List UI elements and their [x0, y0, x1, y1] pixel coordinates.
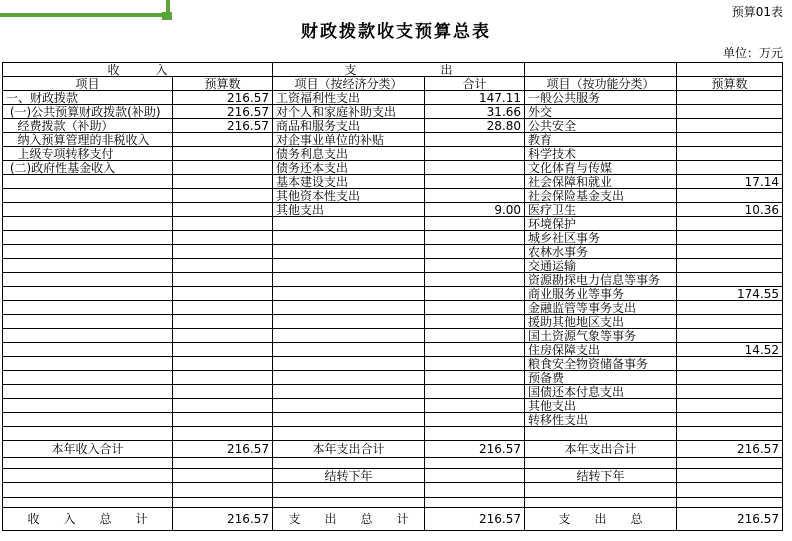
col-header-functional-item[interactable]: 项目（按功能分类） — [525, 77, 677, 91]
value-cell[interactable] — [677, 105, 783, 119]
item-cell[interactable] — [273, 399, 425, 413]
table-row — [3, 371, 783, 385]
item-cell[interactable]: 社会保险基金支出 — [525, 189, 677, 203]
value-cell[interactable] — [677, 371, 783, 385]
item-cell[interactable]: 资源勘探电力信息等事务 — [525, 273, 677, 287]
item-cell[interactable]: 基本建设支出 — [273, 175, 425, 189]
item-cell[interactable] — [273, 385, 425, 399]
table-header — [3, 63, 783, 91]
value-cell[interactable] — [677, 413, 783, 427]
item-cell[interactable] — [273, 329, 425, 343]
item-cell[interactable] — [525, 483, 677, 498]
item-cell[interactable] — [273, 458, 425, 469]
value-cell[interactable]: 216.57 — [173, 508, 273, 531]
value-cell[interactable] — [677, 469, 783, 483]
table-row — [3, 315, 783, 329]
col-header-income-item[interactable]: 项目 — [3, 77, 173, 91]
value-cell[interactable] — [677, 458, 783, 469]
table-row — [3, 91, 783, 105]
value-cell[interactable] — [173, 273, 273, 287]
value-cell[interactable] — [173, 203, 273, 217]
item-cell[interactable] — [3, 287, 173, 301]
value-cell[interactable]: 216.57 — [425, 508, 525, 531]
item-cell[interactable]: 医疗卫生 — [525, 203, 677, 217]
table-row — [3, 203, 783, 217]
item-cell[interactable]: 一般公共服务 — [525, 91, 677, 105]
col-header-economic-item[interactable]: 项目（按经济分类） — [273, 77, 425, 91]
table-row — [3, 399, 783, 413]
item-cell[interactable] — [3, 203, 173, 217]
item-cell[interactable] — [3, 259, 173, 273]
table-row — [3, 287, 783, 301]
value-cell[interactable] — [425, 385, 525, 399]
value-cell[interactable] — [425, 231, 525, 245]
item-cell[interactable] — [273, 217, 425, 231]
value-cell[interactable] — [425, 343, 525, 357]
item-cell[interactable]: 转移性支出 — [525, 413, 677, 427]
value-cell[interactable] — [425, 469, 525, 483]
value-cell[interactable] — [173, 301, 273, 315]
item-cell[interactable]: 对个人和家庭补助支出 — [273, 105, 425, 119]
value-cell[interactable] — [677, 147, 783, 161]
value-cell[interactable] — [677, 189, 783, 203]
item-cell[interactable] — [3, 301, 173, 315]
value-cell[interactable] — [173, 329, 273, 343]
value-cell[interactable] — [173, 357, 273, 371]
value-cell[interactable] — [425, 259, 525, 273]
table-body — [3, 91, 783, 531]
selection-border-vertical — [166, 0, 170, 12]
table-row — [3, 147, 783, 161]
value-cell[interactable] — [173, 231, 273, 245]
value-cell[interactable] — [425, 371, 525, 385]
table-row — [3, 217, 783, 231]
item-cell[interactable]: 环境保护 — [525, 217, 677, 231]
item-cell[interactable]: 文化体育与传媒 — [525, 161, 677, 175]
table-row — [3, 189, 783, 203]
value-cell[interactable] — [173, 469, 273, 483]
item-cell[interactable] — [3, 385, 173, 399]
table-row — [3, 483, 783, 498]
item-cell[interactable] — [3, 343, 173, 357]
item-cell[interactable]: 粮食安全物资储备事务 — [525, 357, 677, 371]
item-cell[interactable] — [3, 458, 173, 469]
item-cell[interactable]: 收 入 总 计 — [3, 508, 173, 531]
header-column-row — [3, 77, 783, 91]
item-cell[interactable] — [525, 427, 677, 441]
value-cell[interactable]: 28.80 — [425, 119, 525, 133]
value-cell[interactable] — [425, 357, 525, 371]
value-cell[interactable] — [425, 147, 525, 161]
item-cell[interactable]: 上级专项转移支付 — [3, 147, 173, 161]
value-cell[interactable] — [173, 259, 273, 273]
form-number-label: 预算01表 — [731, 5, 783, 19]
value-cell[interactable] — [425, 161, 525, 175]
item-cell[interactable]: 工资福利性支出 — [273, 91, 425, 105]
table-row — [3, 427, 783, 441]
value-cell[interactable] — [425, 315, 525, 329]
value-cell[interactable]: 174.55 — [677, 287, 783, 301]
value-cell[interactable] — [677, 498, 783, 508]
item-cell[interactable] — [3, 483, 173, 498]
table-row — [3, 231, 783, 245]
value-cell[interactable] — [425, 427, 525, 441]
item-cell[interactable] — [3, 357, 173, 371]
col-header-income-budget[interactable]: 预算数 — [173, 77, 273, 91]
item-cell[interactable]: 社会保障和就业 — [525, 175, 677, 189]
item-cell[interactable] — [3, 273, 173, 287]
item-cell[interactable]: 其他支出 — [525, 399, 677, 413]
table-row — [3, 301, 783, 315]
item-cell[interactable]: 国土资源气象等事务 — [525, 329, 677, 343]
item-cell[interactable] — [525, 498, 677, 508]
value-cell[interactable] — [173, 483, 273, 498]
item-cell[interactable]: (二)政府性基金收入 — [3, 161, 173, 175]
value-cell[interactable] — [677, 91, 783, 105]
item-cell[interactable]: 支 出 总 计 — [273, 508, 425, 531]
item-cell[interactable] — [273, 357, 425, 371]
item-cell[interactable] — [3, 413, 173, 427]
table-row — [3, 343, 783, 357]
item-cell[interactable] — [273, 343, 425, 357]
item-cell[interactable]: 外交 — [525, 105, 677, 119]
table-row — [3, 119, 783, 133]
item-cell[interactable]: 其他支出 — [273, 203, 425, 217]
item-cell[interactable]: 本年支出合计 — [273, 441, 425, 458]
item-cell[interactable] — [273, 413, 425, 427]
table-row — [3, 469, 783, 483]
item-cell[interactable]: 城乡社区事务 — [525, 231, 677, 245]
value-cell[interactable]: 9.00 — [425, 203, 525, 217]
value-cell[interactable] — [677, 273, 783, 287]
item-cell[interactable] — [273, 287, 425, 301]
table-row — [3, 161, 783, 175]
value-cell[interactable] — [425, 483, 525, 498]
value-cell[interactable] — [425, 245, 525, 259]
value-cell[interactable] — [173, 498, 273, 508]
item-cell[interactable]: 预备费 — [525, 371, 677, 385]
value-cell[interactable] — [173, 315, 273, 329]
table-row — [3, 175, 783, 189]
value-cell[interactable] — [173, 343, 273, 357]
item-cell[interactable]: 交通运输 — [525, 259, 677, 273]
table-row — [3, 259, 783, 273]
budget-table — [2, 62, 783, 531]
value-cell[interactable] — [173, 161, 273, 175]
value-cell[interactable]: 216.57 — [173, 91, 273, 105]
value-cell[interactable] — [425, 498, 525, 508]
table-row — [3, 133, 783, 147]
table-row — [3, 105, 783, 119]
item-cell[interactable] — [3, 175, 173, 189]
value-cell[interactable] — [425, 399, 525, 413]
item-cell[interactable] — [3, 329, 173, 343]
item-cell[interactable]: 国债还本付息支出 — [525, 385, 677, 399]
table-row — [3, 508, 783, 531]
header-blank-cell[interactable] — [525, 63, 677, 77]
table-row — [3, 385, 783, 399]
table-row — [3, 273, 783, 287]
value-cell[interactable] — [173, 427, 273, 441]
item-cell[interactable] — [3, 399, 173, 413]
table-row — [3, 441, 783, 458]
item-cell[interactable]: 债务利息支出 — [273, 147, 425, 161]
value-cell[interactable] — [425, 133, 525, 147]
item-cell[interactable] — [273, 273, 425, 287]
value-cell[interactable]: 10.36 — [677, 203, 783, 217]
value-cell[interactable] — [677, 217, 783, 231]
value-cell[interactable] — [677, 231, 783, 245]
value-cell[interactable]: 14.52 — [677, 343, 783, 357]
item-cell[interactable]: 一、财政拨款 — [3, 91, 173, 105]
item-cell[interactable]: 债务还本支出 — [273, 161, 425, 175]
col-header-functional-budget[interactable]: 预算数 — [677, 77, 783, 91]
item-cell[interactable] — [3, 245, 173, 259]
item-cell[interactable]: 科学技术 — [525, 147, 677, 161]
value-cell[interactable] — [677, 385, 783, 399]
item-cell[interactable] — [273, 259, 425, 273]
value-cell[interactable]: 216.57 — [173, 105, 273, 119]
value-cell[interactable] — [173, 413, 273, 427]
table-row — [3, 329, 783, 343]
value-cell[interactable] — [677, 483, 783, 498]
value-cell[interactable] — [677, 301, 783, 315]
value-cell[interactable] — [677, 329, 783, 343]
table-row — [3, 458, 783, 469]
value-cell[interactable] — [677, 315, 783, 329]
value-cell[interactable] — [173, 245, 273, 259]
item-cell[interactable]: 对企事业单位的补贴 — [273, 133, 425, 147]
value-cell[interactable] — [173, 458, 273, 469]
value-cell[interactable] — [173, 399, 273, 413]
value-cell[interactable]: 147.11 — [425, 91, 525, 105]
item-cell[interactable] — [273, 498, 425, 508]
table-row — [3, 413, 783, 427]
value-cell[interactable]: 17.14 — [677, 175, 783, 189]
value-cell[interactable] — [677, 245, 783, 259]
value-cell[interactable] — [425, 287, 525, 301]
item-cell[interactable] — [273, 483, 425, 498]
value-cell[interactable] — [677, 161, 783, 175]
value-cell[interactable] — [173, 189, 273, 203]
value-cell[interactable]: 216.57 — [425, 441, 525, 458]
item-cell[interactable]: 其他资本性支出 — [273, 189, 425, 203]
value-cell[interactable] — [425, 175, 525, 189]
item-cell[interactable]: 商品和服务支出 — [273, 119, 425, 133]
value-cell[interactable]: 31.66 — [425, 105, 525, 119]
item-cell[interactable]: 结转下年 — [273, 469, 425, 483]
item-cell[interactable]: 援助其他地区支出 — [525, 315, 677, 329]
item-cell[interactable]: 本年支出合计 — [525, 441, 677, 458]
value-cell[interactable] — [173, 385, 273, 399]
item-cell[interactable] — [525, 458, 677, 469]
item-cell[interactable] — [273, 427, 425, 441]
item-cell[interactable] — [3, 498, 173, 508]
page-title: 财政拨款收支预算总表 — [301, 22, 491, 42]
col-header-total[interactable]: 合计 — [425, 77, 525, 91]
value-cell[interactable]: 216.57 — [173, 119, 273, 133]
item-cell[interactable] — [3, 189, 173, 203]
value-cell[interactable] — [425, 217, 525, 231]
item-cell[interactable]: 支 出 总 — [525, 508, 677, 531]
value-cell[interactable] — [173, 147, 273, 161]
value-cell[interactable] — [173, 175, 273, 189]
value-cell[interactable] — [425, 189, 525, 203]
table-row — [3, 498, 783, 508]
item-cell[interactable]: 结转下年 — [525, 469, 677, 483]
value-cell[interactable] — [173, 217, 273, 231]
item-cell[interactable] — [3, 371, 173, 385]
value-cell[interactable] — [173, 287, 273, 301]
value-cell[interactable]: 216.57 — [173, 441, 273, 458]
item-cell[interactable]: 经费拨款（补助） — [3, 119, 173, 133]
item-cell[interactable] — [3, 217, 173, 231]
item-cell[interactable]: 农林水事务 — [525, 245, 677, 259]
item-cell[interactable]: 公共安全 — [525, 119, 677, 133]
item-cell[interactable] — [3, 469, 173, 483]
value-cell[interactable] — [425, 273, 525, 287]
item-cell[interactable] — [273, 245, 425, 259]
value-cell[interactable]: 216.57 — [677, 441, 783, 458]
expense-group-header[interactable]: 支 出 — [273, 63, 525, 77]
header-group-row — [3, 63, 783, 77]
item-cell[interactable] — [273, 301, 425, 315]
value-cell[interactable] — [425, 413, 525, 427]
table-row — [3, 357, 783, 371]
value-cell[interactable] — [173, 371, 273, 385]
item-cell[interactable]: 教育 — [525, 133, 677, 147]
value-cell[interactable]: 216.57 — [677, 508, 783, 531]
table-row — [3, 245, 783, 259]
value-cell[interactable] — [677, 133, 783, 147]
item-cell[interactable] — [273, 371, 425, 385]
item-cell[interactable] — [3, 231, 173, 245]
item-cell[interactable]: 住房保障支出 — [525, 343, 677, 357]
value-cell[interactable] — [677, 427, 783, 441]
value-cell[interactable] — [425, 301, 525, 315]
item-cell[interactable] — [3, 427, 173, 441]
item-cell[interactable]: 金融监管等事务支出 — [525, 301, 677, 315]
item-cell[interactable] — [273, 315, 425, 329]
header-blank-cell[interactable] — [677, 63, 783, 77]
unit-label: 单位：万元 — [722, 46, 783, 60]
item-cell[interactable]: 本年收入合计 — [3, 441, 173, 458]
item-cell[interactable] — [3, 315, 173, 329]
value-cell[interactable] — [677, 259, 783, 273]
item-cell[interactable]: 纳入预算管理的非税收入 — [3, 133, 173, 147]
value-cell[interactable] — [677, 119, 783, 133]
value-cell[interactable] — [677, 357, 783, 371]
item-cell[interactable] — [273, 231, 425, 245]
item-cell[interactable]: 商业服务业等事务 — [525, 287, 677, 301]
value-cell[interactable] — [173, 133, 273, 147]
income-group-header[interactable]: 收 入 — [3, 63, 273, 77]
value-cell[interactable] — [425, 329, 525, 343]
value-cell[interactable] — [677, 399, 783, 413]
item-cell[interactable]: (一)公共预算财政拨款(补助) — [3, 105, 173, 119]
value-cell[interactable] — [425, 458, 525, 469]
